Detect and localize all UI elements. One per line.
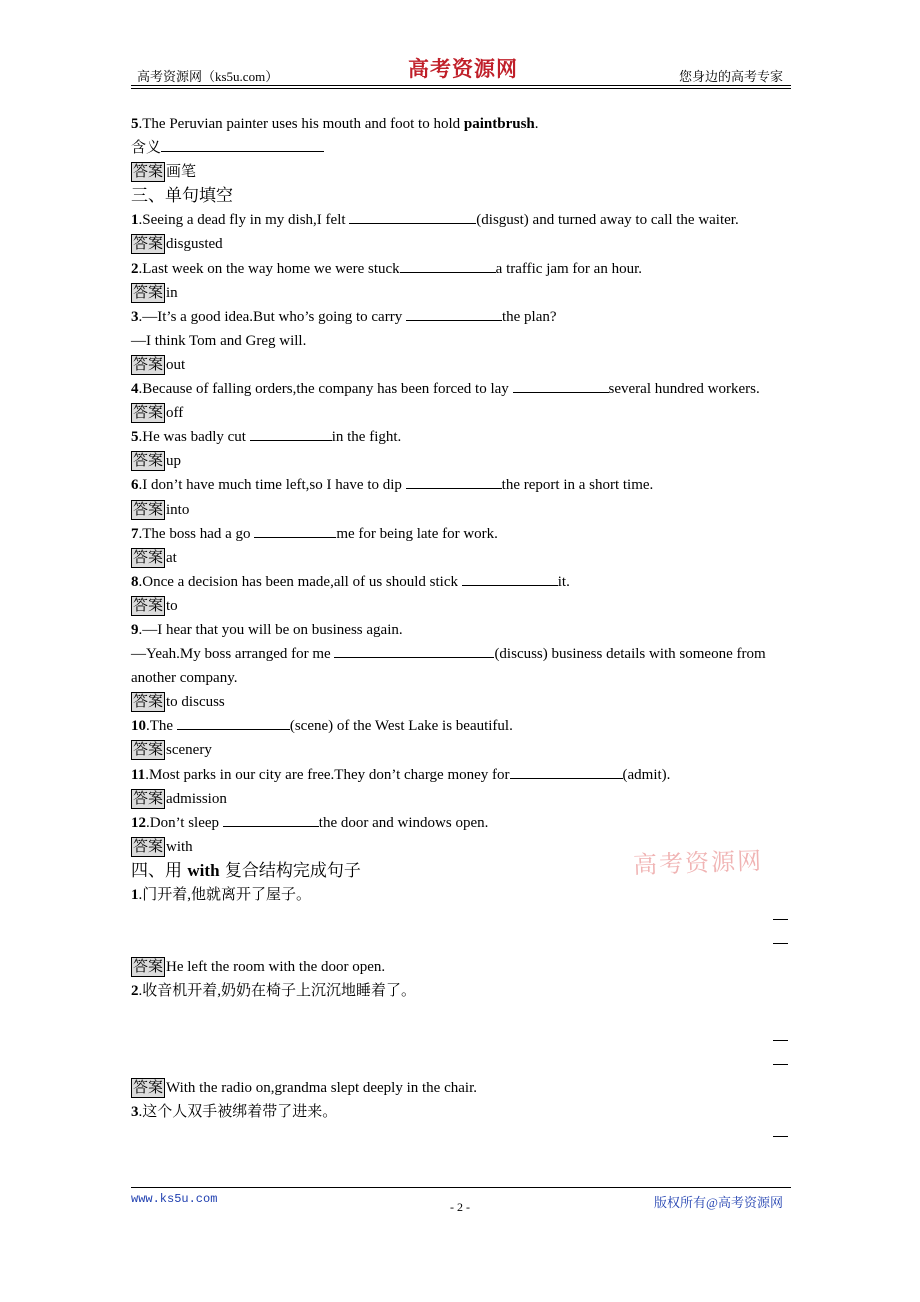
page-number: - 2 - (450, 1200, 470, 1214)
header-logo: 高考资源网 (408, 57, 518, 81)
answer-row: 答案 disgusted (133, 236, 223, 253)
header-slogan: 您身边的高考专家 (678, 69, 783, 84)
answer-tag: 答案 (133, 549, 164, 566)
answer-row: 答案 scenery (133, 742, 212, 759)
answer-row: 答案 admission (133, 790, 227, 807)
footer-copyright: 版权所有@高考资源网 (654, 1195, 783, 1210)
question-3: 3.—It’s a good idea.But who’s going to carry the plan? (131, 305, 791, 329)
answer-blank (406, 306, 502, 321)
document-body (131, 112, 791, 1148)
answer-tag: 答案 (133, 284, 164, 301)
answer-tag: 答案 (133, 164, 164, 181)
translation-1-prompt: 1.门开着,他就离开了屋子。 (131, 887, 312, 903)
answer-tag: 答案 (133, 694, 164, 711)
vocab-meaning-line: 含义 (131, 136, 791, 160)
answer-row: 答案 to discuss (133, 694, 225, 711)
answer-row: 答案 up (133, 453, 182, 470)
answer-row: 答案 off (133, 405, 184, 422)
answer-tag: 答案 (133, 742, 164, 759)
watermark: 高考资源网 (632, 848, 764, 880)
answer-tag: 答案 (133, 790, 164, 807)
answer-tag: 答案 (133, 838, 164, 855)
answer-blank (254, 523, 336, 538)
answer-row: 答案 with (133, 838, 193, 855)
header-site-name: 高考资源网（ks5u.com） (137, 69, 279, 84)
writing-line (131, 1052, 791, 1076)
vocab-item-5: 5.The Peruvian painter uses his mouth and foot to hold paintbrush. (131, 116, 539, 132)
answer-blank (177, 715, 290, 730)
answer-blank (161, 137, 324, 152)
section-4-title: 四、用 with 复合结构完成句子 (131, 860, 361, 881)
section-3-title: 三、单句填空 (131, 186, 233, 207)
answer-tag: 答案 (133, 501, 164, 518)
answer-blank (462, 571, 558, 586)
writing-line (131, 931, 791, 955)
answer-blank (349, 209, 476, 224)
writing-line (131, 907, 791, 931)
answer-row: 答案 in (133, 284, 178, 301)
answer-tag: 答案 (133, 959, 164, 976)
writing-line (131, 1124, 791, 1148)
question-5: 5.He was badly cut in the fight. (131, 425, 791, 449)
answer-tag: 答案 (133, 236, 164, 253)
answer-row: 答案 to (133, 597, 178, 614)
question-8: 8.Once a decision has been made,all of us should stick it. (131, 570, 791, 594)
question-7: 7.The boss had a go me for being late for work. (131, 522, 791, 546)
footer-rule (131, 1187, 791, 1188)
answer-blank (250, 426, 332, 441)
answer-tag: 答案 (133, 597, 164, 614)
footer-url-link[interactable]: www.ks5u.com (131, 1192, 218, 1206)
answer-row: 答案 out (133, 356, 186, 373)
translation-3-prompt: 3.这个人双手被绑着带了进来。 (131, 1103, 338, 1120)
answer-tag: 答案 (133, 1079, 164, 1096)
writing-line (131, 1028, 791, 1052)
question-6: 6.I don’t have much time left,so I have to dip the report in a short time. (131, 473, 791, 497)
question-1: 1.Seeing a dead fly in my dish,I felt (disgust) and turned away to call the waiter. (131, 208, 791, 232)
answer-row: 答案 into (133, 501, 190, 518)
answer-row: 答案 With the radio on,grandma slept deeply in the chair. (133, 1079, 477, 1096)
answer-blank (510, 764, 623, 779)
translation-2-prompt: 2.收音机开着,奶奶在椅子上沉沉地睡着了。 (131, 983, 417, 1000)
answer-row: 答案 画笔 (133, 164, 197, 181)
answer-blank (513, 378, 609, 393)
answer-blank (334, 643, 494, 658)
question-10: 10.The (scene) of the West Lake is beautiful. (131, 714, 791, 738)
answer-tag: 答案 (133, 356, 164, 373)
question-11: 11.Most parks in our city are free.They don’t charge money for (admit). (131, 763, 791, 787)
answer-tag: 答案 (133, 405, 164, 422)
answer-row: 答案 at (133, 549, 177, 566)
question-12: 12.Don’t sleep the door and windows open. (131, 811, 791, 835)
answer-blank (406, 474, 502, 489)
question-9: 9.—I hear that you will be on business again. (131, 621, 403, 638)
question-4: 4.Because of falling orders,the company has been forced to lay several hundred workers. (131, 377, 791, 401)
answer-tag: 答案 (133, 453, 164, 470)
header-rule-top (131, 85, 791, 86)
answer-row: 答案 He left the room with the door open. (133, 959, 386, 976)
question-9-reply: —Yeah.My boss arranged for me (discuss) business details with someone from another company. (131, 642, 791, 690)
answer-blank (223, 812, 319, 827)
answer-blank (400, 258, 496, 273)
question-3-reply: —I think Tom and Greg will. (131, 332, 307, 349)
header-rule-bottom (131, 88, 791, 89)
question-2: 2.Last week on the way home we were stuck a traffic jam for an hour. (131, 257, 791, 281)
